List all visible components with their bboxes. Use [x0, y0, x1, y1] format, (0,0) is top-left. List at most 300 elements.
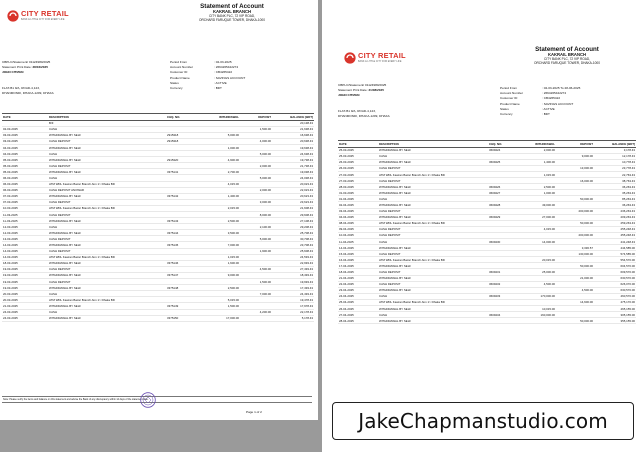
- table-cell: 200,000.00: [556, 232, 594, 238]
- table-cell: 19,738.43: [272, 157, 314, 163]
- table-cell: 5,000.00: [240, 236, 272, 242]
- brand-tagline: BANK & LITTLE CITY FOR EVERY LIFE: [21, 17, 65, 21]
- statement-page-1: [0, 0, 318, 420]
- table-cell: ATM WDL Kawran Bazar Branch Atm 1> Dhaka BD: [48, 297, 166, 303]
- table-cell: 21,638.43: [272, 126, 314, 132]
- table-cell: 17,493.43: [272, 285, 314, 291]
- table-cell: 36,263.43: [594, 202, 636, 208]
- table-cell: WITHDRAWAL BY SELF: [48, 132, 166, 138]
- table-cell: 04-03-2025: [2, 151, 48, 157]
- table-cell: 05-03-2025: [2, 163, 48, 169]
- table-cell: CASH: [48, 151, 166, 157]
- table-cell: 22,763.43: [594, 171, 636, 177]
- table-cell: WITHDRAWAL BY SELF: [48, 242, 166, 248]
- table-cell: 1,400.00: [200, 193, 240, 199]
- table-cell: WITHDRAWAL BY SELF: [378, 184, 488, 190]
- table-cell: 236,263.43: [594, 208, 636, 214]
- table-cell: 554,570.00: [594, 257, 636, 263]
- table-cell: 21-04-2025: [338, 275, 378, 281]
- page-number: Page 1 of 2: [246, 410, 262, 414]
- table-cell: 604,570.00: [594, 263, 636, 269]
- table-cell: CASH DEPOSIT: [48, 236, 166, 242]
- customer-address-line-1: FLAT-B1 9/A, ROAD-4,123,: [338, 109, 376, 114]
- table-cell: CASH: [378, 293, 488, 299]
- table-cell: WITHDRAWAL BY SELF: [378, 202, 488, 208]
- table-cell: 3609434: [488, 312, 518, 318]
- table-cell: 15-04-2025: [338, 251, 378, 257]
- info-value: : ACTIVE: [542, 106, 555, 111]
- table-cell: CASH DEPOSIT: [378, 269, 488, 275]
- table-cell: 4,900.00: [200, 157, 240, 163]
- table-cell: 19-03-2025: [2, 266, 48, 272]
- table-cell: 08-04-2025: [338, 220, 378, 226]
- table-cell: 3609432: [488, 281, 518, 287]
- table-cell: 24-03-2025: [2, 309, 48, 315]
- table-cell: 2915318: [166, 138, 200, 144]
- table-cell: [518, 318, 556, 324]
- table-cell: CASH: [378, 153, 488, 159]
- branch-name: KAKRAIL BRANCH: [212, 9, 252, 15]
- table-cell: 2915320: [166, 157, 200, 163]
- table-cell: WITHDRAWAL BY SELF: [48, 157, 166, 163]
- watermark-banner: [332, 402, 634, 440]
- table-cell: 14-03-2025: [2, 242, 48, 248]
- table-cell: 19-03-2025: [2, 279, 48, 285]
- print-date: 21/08/2025: [368, 88, 384, 93]
- column-header: CHQ. NO.: [166, 114, 200, 121]
- table-cell: 4,015.00: [518, 226, 556, 232]
- table-cell: 06-03-2025: [2, 181, 48, 187]
- table-cell: 11-03-2025: [2, 218, 48, 224]
- table-cell: 21,738.43: [272, 163, 314, 169]
- table-cell: 27,108.43: [272, 218, 314, 224]
- table-cell: [488, 318, 518, 324]
- table-cell: CASH DEPOSIT: [48, 266, 166, 272]
- info-value: : ACTIVE: [214, 80, 227, 85]
- table-cell: 2,500.00: [200, 218, 240, 224]
- table-cell: 160,000.00: [518, 312, 556, 318]
- table-cell: 50,000.00: [556, 220, 594, 226]
- table-header-row: [2, 114, 314, 121]
- table-cell: WITHDRAWAL BY SELF: [378, 159, 488, 165]
- print-date: 28/04/2025: [32, 65, 48, 70]
- bank-seal-icon: [140, 392, 156, 408]
- table-cell: 14-03-2025: [2, 248, 48, 254]
- statement-note: Note: Please verify the items and balance on this statement and advise the Bank of any discrepancy within 14 days of the statement date.: [2, 396, 312, 403]
- table-cell: 25,708.43: [272, 230, 314, 236]
- table-cell: 3609428: [488, 202, 518, 208]
- table-cell: 29,208.43: [272, 224, 314, 230]
- table-cell: 19,993.43: [272, 279, 314, 285]
- table-cell: CASH: [48, 291, 166, 297]
- info-value: : CB4265422: [214, 70, 233, 75]
- table-cell: WITHDRAWAL BY SELF: [378, 318, 488, 324]
- table-cell: 170,000.00: [518, 293, 556, 299]
- column-header: DEPOSIT: [240, 114, 272, 121]
- table-cell: 3609427: [488, 190, 518, 196]
- table-cell: 2,000.00: [518, 147, 556, 153]
- table-cell: 05-03-2025: [2, 169, 48, 175]
- table-cell: 13-03-2025: [2, 236, 48, 242]
- table-cell: 10-04-2025: [338, 232, 378, 238]
- table-cell: 21-03-2025: [2, 303, 48, 309]
- city-bank-logo-icon: [344, 52, 356, 64]
- table-cell: CASH DEPOSIT: [378, 251, 488, 257]
- table-cell: 3609425: [488, 159, 518, 165]
- table-cell: ATM WDL Kawran Bazar Branch Atm 1> Dhaka BD: [378, 171, 488, 177]
- table-cell: 24,038.43: [272, 175, 314, 181]
- table-cell: 31-03-2025: [338, 190, 378, 196]
- table-cell: 19,638.43: [272, 144, 314, 150]
- table-cell: 21,608.43: [272, 205, 314, 211]
- table-cell: 7,000.00: [200, 242, 240, 248]
- customer-block: [338, 83, 488, 119]
- table-cell: 25-04-2025: [338, 299, 378, 305]
- table-cell: 27-03-2025: [338, 171, 378, 177]
- info-key: Period From: [500, 86, 518, 90]
- table-cell: 24-04-2025: [338, 293, 378, 299]
- brand-tagline: BANK & LITTLE CITY FOR EVERY LIFE: [358, 59, 402, 63]
- table-cell: 11-03-2025: [2, 212, 48, 218]
- table-cell: 09-04-2025: [338, 226, 378, 232]
- table-cell: WITHDRAWAL BY SELF: [48, 230, 166, 236]
- table-cell: 465,155.00: [594, 306, 636, 312]
- table-cell: 7,000.00: [240, 291, 272, 297]
- table-cell: 4,000.00: [240, 138, 272, 144]
- table-cell: WITHDRAWAL BY SELF: [378, 147, 488, 153]
- table-cell: 1,600.00: [200, 260, 240, 266]
- info-value: : BDT: [542, 112, 550, 117]
- table-cell: 3,500.00: [200, 230, 240, 236]
- table-cell: CASH DEPOSIT: [48, 199, 166, 205]
- table-cell: 5,015.00: [200, 297, 240, 303]
- table-cell: 3375150: [166, 315, 200, 321]
- customer-address-line-2: DHANMONDI, DHAKA-1209, DHAKA: [2, 91, 54, 96]
- table-cell: WITHDRAWAL BY SELF: [378, 287, 488, 293]
- table-cell: 3609430: [488, 239, 518, 245]
- table-cell: 24,593.43: [272, 254, 314, 260]
- info-key: Currency: [170, 86, 183, 91]
- table-cell: 19-03-2025: [2, 272, 48, 278]
- table-cell: 12-03-2025: [2, 230, 48, 236]
- table-cell: 4,500.00: [556, 287, 594, 293]
- table-cell: 2,015.00: [200, 205, 240, 211]
- table-cell: CASH: [48, 175, 166, 181]
- table-cell: 01-04-2025: [338, 196, 378, 202]
- table-cell: 4,015.00: [200, 181, 240, 187]
- table-cell: ATM WDL Kawran Bazar Branch Atm 1> Dhaka BD: [378, 257, 488, 263]
- statement-page-2: [322, 0, 640, 452]
- table-cell: 4,500.00: [518, 281, 556, 287]
- table-cell: 455,248.43: [594, 232, 636, 238]
- table-row: [338, 318, 636, 324]
- table-cell: 1,015.00: [518, 171, 556, 177]
- table-cell: WITHDRAWAL BY SELF: [378, 214, 488, 220]
- info-key: Status: [500, 106, 509, 111]
- customer-address-line-1: FLAT-B1 9/A, ROAD-4,123,: [2, 86, 40, 91]
- table-cell: 3,336.57: [556, 245, 594, 251]
- table-cell: 28-03-2025: [338, 184, 378, 190]
- table-cell: ATM WDL Kawran Bazar Branch Atm 1> Dhaka BD: [48, 181, 166, 187]
- table-cell: 1,015.00: [200, 254, 240, 260]
- table-cell: CASH DEPOSIT: [48, 138, 166, 144]
- table-cell: 1,500.00: [200, 303, 240, 309]
- table-cell: 2,500.00: [518, 184, 556, 190]
- table-cell: 609,570.00: [594, 269, 636, 275]
- column-header: DESCRIPTION: [378, 141, 488, 148]
- table-cell: WITHDRAWAL BY SELF: [48, 272, 166, 278]
- table-cell: WITHDRAWAL BY SELF: [48, 218, 166, 224]
- watermark-text: JakeChapmanstudio.com: [358, 409, 608, 433]
- table-cell: 259,263.43: [594, 220, 636, 226]
- table-cell: [240, 315, 272, 321]
- statement-title: Statement of Account: [200, 3, 264, 10]
- customer-block: [2, 60, 152, 96]
- table-cell: 22,023.43: [272, 187, 314, 193]
- table-cell: 25,000.00: [518, 269, 556, 275]
- table-cell: 19-03-2025: [2, 285, 48, 291]
- table-cell: 21,000.00: [556, 275, 594, 281]
- bank-address-line-2: ORCHARD FARUQUE TOWER, DHAKA-1000: [199, 17, 265, 22]
- transactions-table: [2, 113, 314, 322]
- table-cell: 355,155.00: [594, 318, 636, 324]
- table-row: [2, 315, 314, 321]
- table-cell: 1,000.00: [200, 144, 240, 150]
- statement-header: [172, 3, 292, 22]
- table-cell: CASH: [378, 312, 488, 318]
- table-cell: 38,763.43: [594, 178, 636, 184]
- table-cell: 3609424: [488, 147, 518, 153]
- statement-reference: CBPLC/Statement/ 01124980/2025: [2, 60, 51, 64]
- table-cell: WITHDRAWAL BY SELF: [48, 169, 166, 175]
- table-cell: 02-03-2025: [2, 126, 48, 132]
- column-header: WITHDRAWAL: [518, 141, 556, 148]
- table-cell: 07-03-2025: [2, 193, 48, 199]
- table-cell: 49,000.00: [518, 202, 556, 208]
- table-cell: 9,000.00: [200, 272, 240, 278]
- column-header: BALANCE [BDT]: [272, 114, 314, 121]
- table-cell: 441,248.43: [594, 239, 636, 245]
- table-cell: 14,000.00: [518, 239, 556, 245]
- table-cell: CASH DEPOSIT: [378, 208, 488, 214]
- table-cell: CASH DEPOSIT: [378, 281, 488, 287]
- column-header: DATE: [2, 114, 48, 121]
- table-cell: 10-03-2025: [2, 205, 48, 211]
- table-cell: CASH: [378, 196, 488, 202]
- table-cell: 475,170.00: [594, 299, 636, 305]
- table-cell: 11-04-2025: [338, 239, 378, 245]
- table-cell: 27,493.43: [272, 266, 314, 272]
- column-header: BALANCE [BDT]: [594, 141, 636, 148]
- table-cell: 26-03-2025: [338, 159, 378, 165]
- table-cell: 1,400.00: [518, 159, 556, 165]
- table-cell: 3375145: [166, 242, 200, 248]
- table-cell: 24,638.43: [272, 151, 314, 157]
- bank-address-line-1: CITY BANK PLC, 72 VIP ROAD,: [208, 13, 256, 18]
- table-cell: 26-03-2025: [338, 165, 378, 171]
- info-key: Status: [170, 80, 179, 85]
- table-cell: 3609426: [488, 184, 518, 190]
- table-cell: 24-03-2025: [2, 315, 48, 321]
- table-cell: 17,000.00: [200, 315, 240, 321]
- table-cell: 8,000.00: [240, 212, 272, 218]
- table-cell: CASH DEPOSIT: [378, 232, 488, 238]
- table-cell: 20-03-2025: [2, 297, 48, 303]
- table-cell: 85,263.43: [594, 196, 636, 202]
- table-cell: 5,178.43: [272, 315, 314, 321]
- table-cell: 06-03-2025: [2, 175, 48, 181]
- table-cell: 23,778.43: [594, 165, 636, 171]
- statement-title: Statement of Account: [535, 46, 599, 53]
- table-cell: 3375142: [166, 193, 200, 199]
- table-cell: 30,708.43: [272, 236, 314, 242]
- table-cell: 50,000.00: [556, 263, 594, 269]
- table-cell: 04-04-2025: [338, 214, 378, 220]
- table-cell: 2,000.00: [240, 187, 272, 193]
- table-cell: 3609433: [488, 293, 518, 299]
- table-cell: 1,500.00: [240, 279, 272, 285]
- table-cell: 20,638.43: [272, 138, 314, 144]
- table-cell: CASH DEPOSIT: [48, 248, 166, 254]
- table-cell: 23,623.43: [272, 199, 314, 205]
- table-cell: ATM WDL Kawran Bazar Branch Atm 1> Dhaka BD: [48, 205, 166, 211]
- table-cell: 209,263.43: [594, 214, 636, 220]
- table-cell: 3609431: [488, 269, 518, 275]
- table-cell: CASH: [48, 126, 166, 132]
- table-cell: 02-04-2025: [338, 202, 378, 208]
- column-header: DEPOSIT: [556, 141, 594, 148]
- table-cell: 22-04-2025: [338, 281, 378, 287]
- table-cell: 3375149: [166, 303, 200, 309]
- table-cell: 20,015.00: [518, 257, 556, 263]
- table-cell: 630,570.00: [594, 275, 636, 281]
- customer-name: JOHN CITIZEN: [2, 70, 24, 75]
- table-cell: 29,608.43: [272, 212, 314, 218]
- table-cell: 03-03-2025: [2, 132, 48, 138]
- table-cell: 50,000.00: [556, 318, 594, 324]
- account-info: [500, 86, 635, 117]
- info-key: Customer ID: [500, 96, 518, 101]
- table-cell: 1,900.00: [240, 248, 272, 254]
- column-header: CHQ. NO.: [488, 141, 518, 148]
- table-cell: WITHDRAWAL BY SELF: [378, 190, 488, 196]
- table-cell: WITHDRAWAL BY SELF: [48, 303, 166, 309]
- table-cell: 36,263.43: [594, 184, 636, 190]
- table-cell: 16-04-2025: [338, 257, 378, 263]
- table-cell: 630,570.00: [594, 287, 636, 293]
- table-cell: WITHDRAWAL BY SELF: [48, 260, 166, 266]
- print-date-label: Statement Print Date:: [2, 65, 32, 70]
- table-cell: 305,155.00: [594, 312, 636, 318]
- table-cell: 04-03-2025: [2, 144, 48, 150]
- table-cell: 3375146: [166, 260, 200, 266]
- table-cell: 26-04-2025: [338, 306, 378, 312]
- brand-name: CITY RETAIL: [358, 51, 406, 60]
- table-cell: 5,000.00: [200, 132, 240, 138]
- info-key: Account Number: [500, 91, 524, 96]
- table-cell: 5,000.00: [240, 151, 272, 157]
- info-value: : SAVINGS ACCOUNT: [542, 101, 574, 106]
- table-cell: 626,070.00: [594, 281, 636, 287]
- account-info: [170, 60, 315, 91]
- bank-address-line-2: ORCHARD FARUQUE TOWER, DHAKA-1000: [534, 60, 600, 65]
- table-cell: 14,600.00: [556, 299, 594, 305]
- table-cell: 200,000.00: [556, 208, 594, 214]
- info-value: : 02-03-2025: [214, 60, 232, 64]
- table-cell: 35,263.43: [594, 190, 636, 196]
- table-cell: 18-03-2025: [2, 260, 48, 266]
- info-key: Product Name: [170, 75, 190, 80]
- table-cell: 27-03-2025: [338, 178, 378, 184]
- table-cell: WITHDRAWAL BY SELF: [378, 306, 488, 312]
- info-value: : CB4265422: [542, 96, 561, 101]
- table-cell: CASH DEPOSIT: [48, 163, 166, 169]
- table-cell: 16,638.43: [272, 132, 314, 138]
- column-header: DATE: [338, 141, 378, 148]
- table-cell: 06-03-2025: [2, 187, 48, 193]
- info-key: Account Number: [170, 65, 194, 70]
- table-cell: CASH: [48, 224, 166, 230]
- table-cell: 05-03-2025: [2, 157, 48, 163]
- table-cell: 574,585.00: [594, 251, 636, 257]
- column-header: DESCRIPTION: [48, 114, 166, 121]
- table-cell: WITHDRAWAL BY SELF: [48, 285, 166, 291]
- table-cell: 28-04-2025: [338, 318, 378, 324]
- table-cell: CASH DEPOSIT ANOWAR: [48, 187, 166, 193]
- table-cell: 14-03-2025: [2, 254, 48, 260]
- table-cell: WITHDRAWAL BY SELF: [378, 245, 488, 251]
- info-value: : 2664265422274: [214, 65, 239, 70]
- info-value: : 2664265422274: [542, 91, 567, 96]
- table-cell: 2,500.00: [200, 285, 240, 291]
- statement-header: [502, 46, 632, 65]
- table-cell: B/F: [48, 120, 166, 126]
- table-cell: 13,000.00: [556, 165, 594, 171]
- info-value: : 02-03-2025 To 28-06-2025: [542, 86, 581, 90]
- city-bank-logo-icon: [7, 10, 19, 22]
- table-cell: CASH: [378, 239, 488, 245]
- table-cell: 17,978.43: [272, 303, 314, 309]
- table-cell: ATM WDL Kawran Bazar Branch Atm 1> Dhaka BD: [378, 299, 488, 305]
- table-cell: 12,178.43: [594, 153, 636, 159]
- table-cell: WITHDRAWAL BY SELF: [378, 263, 488, 269]
- table-cell: 1,000.00: [518, 190, 556, 196]
- bank-address-line-1: CITY BANK PLC, 72 VIP ROAD,: [543, 56, 591, 61]
- table-cell: 16,000.00: [556, 178, 594, 184]
- branch-name: KAKRAIL BRANCH: [547, 52, 587, 58]
- customer-address-line-2: DHANMONDI, DHAKA-1209, DHAKA: [338, 114, 390, 119]
- table-cell: 03-03-2025: [2, 138, 48, 144]
- table-cell: 130,000.00: [556, 251, 594, 257]
- brand-name: CITY RETAIL: [21, 9, 69, 18]
- table-cell: 1,500.00: [240, 126, 272, 132]
- info-value: : BDT: [214, 86, 222, 91]
- table-cell: WITHDRAWAL BY SELF: [378, 275, 488, 281]
- table-cell: 3375143: [166, 218, 200, 224]
- table-cell: 20,023.43: [272, 181, 314, 187]
- table-cell: 444,585.00: [594, 245, 636, 251]
- table-cell: 20,138.43: [272, 120, 314, 126]
- table-cell: 50,000.00: [556, 196, 594, 202]
- table-cell: 10,015.00: [518, 306, 556, 312]
- table-cell: 23,708.43: [272, 242, 314, 248]
- table-cell: 22,993.43: [272, 260, 314, 266]
- table-cell: 460,570.00: [594, 293, 636, 299]
- table-cell: 19,038.43: [272, 169, 314, 175]
- city-retail-logo: [7, 10, 69, 22]
- table-cell: CASH DEPOSIT: [378, 178, 488, 184]
- table-cell: 9,000.00: [556, 153, 594, 159]
